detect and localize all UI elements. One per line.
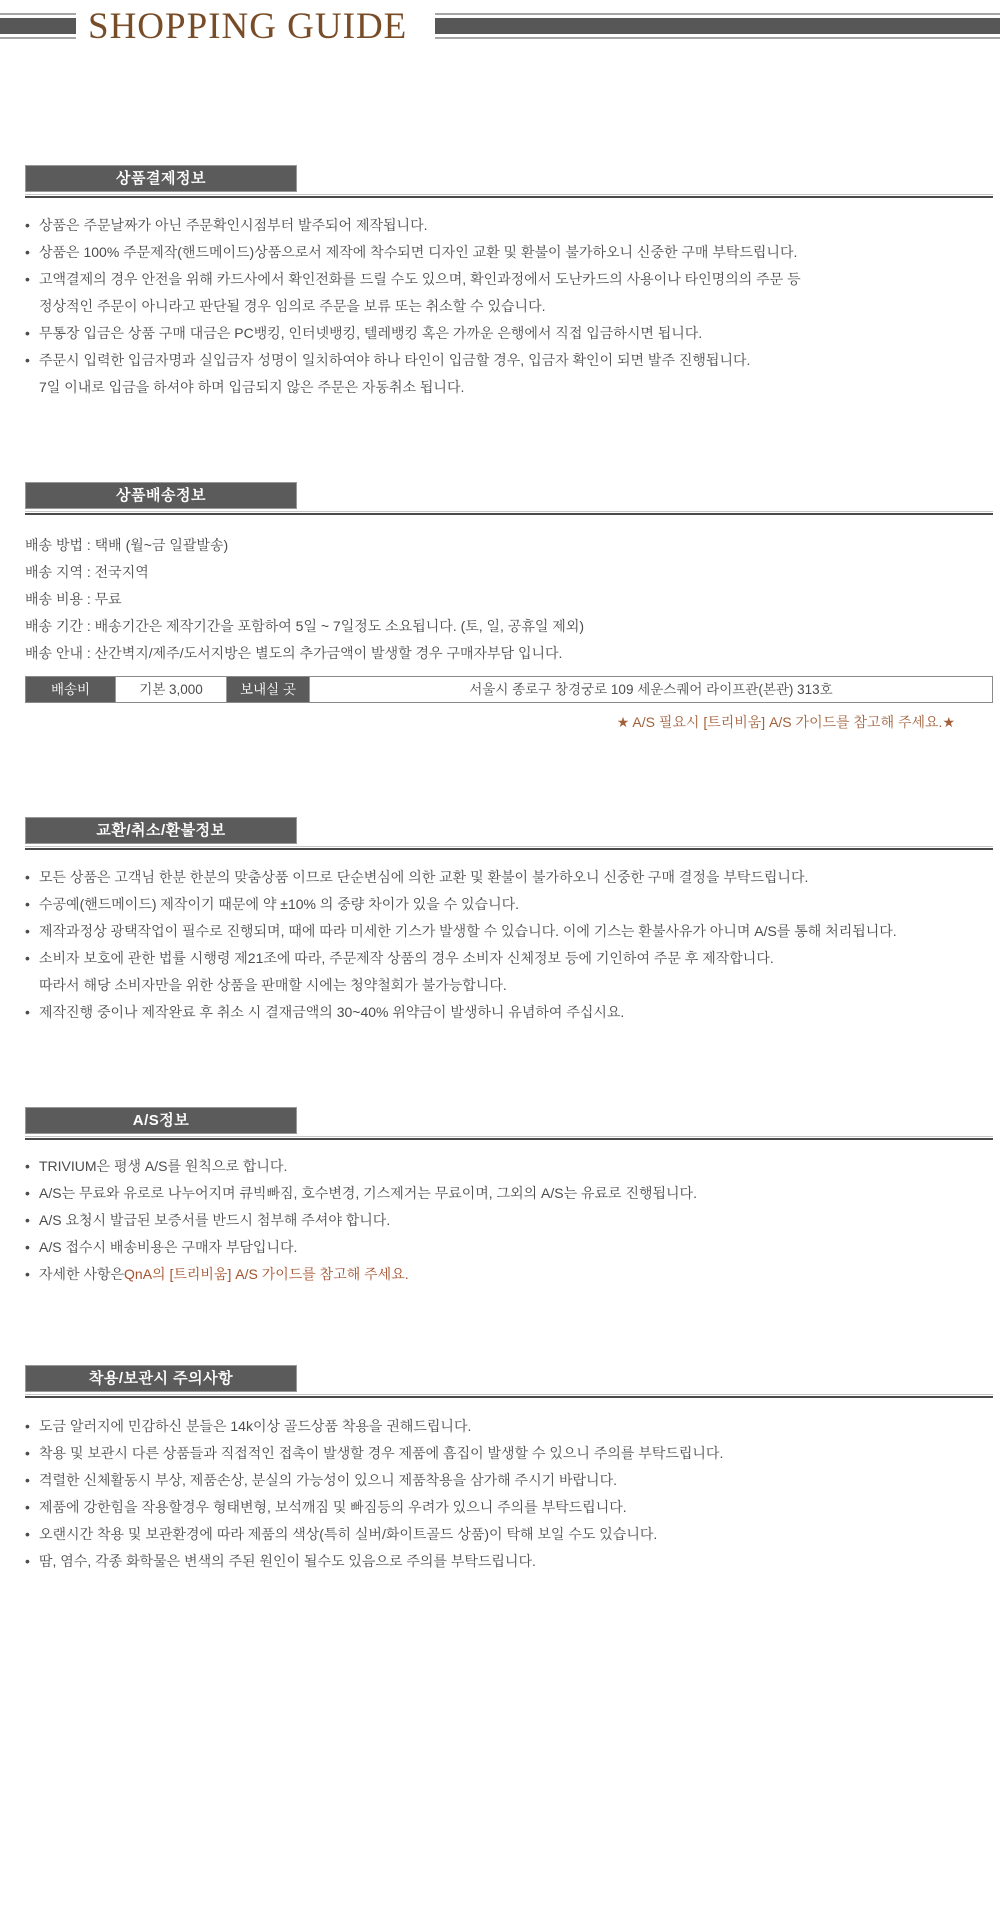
section-payment: [25, 165, 993, 401]
bullet-line: [25, 1207, 993, 1234]
section-rule: [25, 511, 993, 512]
bullet-line: [25, 1548, 993, 1575]
as-guide-notice: ★ A/S 필요시 [트리비움] A/S 가이드를 참고해 주세요.★: [616, 714, 955, 730]
section-title-refund: 교환/취소/환불정보: [25, 817, 297, 844]
bullet-marker: •: [25, 1526, 30, 1542]
bullet-line: [25, 266, 993, 293]
section-title-shipping: 상품배송정보: [25, 482, 297, 509]
bullet-line: [25, 293, 993, 320]
shipping-period-line: 배송 기간 : 배송기간은 제작기간을 포함하여 5일 ~ 7일정도 소요됩니다. (토, 일, 공휴일 제외): [25, 618, 585, 634]
bullet-marker: •: [25, 271, 30, 287]
line-text: 착용 및 보관시 다른 상품들과 직접적인 접촉이 발생할 경우 제품에 흠집이 발생할 수 있으니 주의를 부탁드립니다.: [39, 1445, 724, 1461]
bullet-marker: •: [25, 923, 30, 939]
section-rule: [25, 194, 993, 195]
bullet-line: [25, 1521, 993, 1548]
bullet-marker: •: [25, 352, 30, 368]
bullet-marker: [25, 972, 39, 999]
line-text: 상품은 주문날짜가 아닌 주문확인시점부터 발주되어 제작됩니다.: [39, 217, 428, 233]
line-text: A/S 요청시 발급된 보증서를 반드시 첨부해 주셔야 합니다.: [39, 1212, 391, 1228]
header-bar-right-icon: [435, 13, 1000, 39]
section-rule: [25, 196, 993, 198]
bullet-marker: •: [25, 1185, 30, 1201]
bullet-line: [25, 1467, 993, 1494]
bullet-marker: •: [25, 1239, 30, 1255]
section-care: [25, 1365, 993, 1575]
bullet-line: [25, 1234, 993, 1261]
bullet-marker: •: [25, 1472, 30, 1488]
bullet-line: [25, 918, 993, 945]
bullet-marker: •: [25, 1445, 30, 1461]
line-text: 정상적인 주문이 아니라고 판단될 경우 임의로 주문을 보류 또는 취소할 수 있습니다.: [39, 298, 546, 314]
bullet-line: [25, 1180, 993, 1207]
bullet-line: [25, 891, 993, 918]
line-text: 상품은 100% 주문제작(핸드메이드)상품으로서 제작에 착수되면 디자인 교환 및 환불이 불가하오니 신중한 구매 부탁드립니다.: [39, 244, 798, 260]
section-rule: [25, 1138, 993, 1140]
section-rule: [25, 513, 993, 515]
bullet-line: [25, 320, 993, 347]
section-rule: [25, 1396, 993, 1398]
line-text: 수공예(핸드메이드) 제작이기 때문에 약 ±10% 의 중량 차이가 있을 수 있습니다.: [39, 896, 520, 912]
bullet-marker: •: [25, 950, 30, 966]
page-header: [0, 0, 1000, 46]
line-text: 도금 알러지에 민감하신 분들은 14k이상 골드상품 착용을 권해드립니다.: [39, 1418, 472, 1434]
line-text: 주문시 입력한 입금자명과 실입금자 성명이 일치하여야 하나 타인이 입금할 경우, 입금자 확인이 되면 발주 진행됩니다.: [39, 352, 751, 368]
bullet-line: [25, 212, 993, 239]
line-text: A/S는 무료와 유로로 나누어지며 큐빅빠짐, 호수변경, 기스제거는 무료이며, 그외의 A/S는 유료로 진행됩니다.: [39, 1185, 697, 1201]
line-text: 따라서 해당 소비자만을 위한 상품을 판매할 시에는 청약철회가 불가능합니다.: [39, 977, 507, 993]
line-text: 7일 이내로 입금을 하셔야 하며 입금되지 않은 주문은 자동취소 됩니다.: [39, 379, 465, 395]
bullet-marker: •: [25, 1212, 30, 1228]
line-text: 소비자 보호에 관한 법률 시행령 제21조에 따라, 주문제작 상품의 경우 소비자 신체정보 등에 기인하여 주문 후 제작합니다.: [39, 950, 774, 966]
section-rule: [25, 846, 993, 847]
shipping-fee-table: [25, 676, 993, 703]
bullet-marker: •: [25, 1499, 30, 1515]
bullet-line: [25, 864, 993, 891]
line-text: 땀, 염수, 각종 화학물은 변색의 주된 원인이 될수도 있음으로 주의를 부탁드립니다.: [39, 1553, 536, 1569]
bullet-line: [25, 1153, 993, 1180]
address-label-cell: 보내실 곳: [226, 677, 309, 702]
page-title: SHOPPING GUIDE: [88, 5, 408, 47]
bullet-marker: •: [25, 1418, 30, 1434]
bullet-marker: •: [25, 1553, 30, 1569]
shipping-method-line: 배송 방법 : 택배 (월~금 일괄발송): [25, 537, 229, 553]
section-shipping: [25, 482, 993, 732]
qna-as-guide-link[interactable]: QnA의 [트리비움] A/S 가이드를 참고해 주세요.: [124, 1266, 409, 1282]
line-text: TRIVIUM은 평생 A/S를 원칙으로 합니다.: [39, 1158, 288, 1174]
bullet-line: [25, 347, 993, 374]
bullet-marker: •: [25, 217, 30, 233]
line-text: 격렬한 신체활동시 부상, 제품손상, 분실의 가능성이 있으니 제품착용을 삼가해 주시기 바랍니다.: [39, 1472, 617, 1488]
line-text: 모든 상품은 고객님 한분 한분의 맞춤상품 이므로 단순변심에 의한 교환 및 환불이 불가하오니 신중한 구매 결정을 부탁드립니다.: [39, 869, 809, 885]
bullet-marker: •: [25, 1158, 30, 1174]
bullet-line: [25, 239, 993, 266]
section-title-payment: 상품결제정보: [25, 165, 297, 192]
line-text: 오랜시간 착용 및 보관환경에 따라 제품의 색상(특히 실버/화이트골드 상품)이 탁해 보일 수도 있습니다.: [39, 1526, 658, 1542]
bullet-marker: •: [25, 1266, 30, 1282]
header-bar-left-icon: [0, 13, 76, 39]
bullet-marker: •: [25, 325, 30, 341]
bullet-marker: •: [25, 896, 30, 912]
bullet-line: [25, 374, 993, 401]
bullet-line: [25, 945, 993, 972]
bullet-line: [25, 999, 993, 1026]
line-text: 제품에 강한힘을 작용할경우 형태변형, 보석깨짐 및 빠짐등의 우려가 있으니 주의를 부탁드립니다.: [39, 1499, 627, 1515]
section-rule: [25, 1394, 993, 1395]
bullet-line: [25, 1494, 993, 1521]
fee-value-cell: 기본 3,000: [115, 677, 226, 702]
address-value-cell: 서울시 종로구 창경궁로 109 세운스퀘어 라이프관(본관) 313호: [309, 677, 992, 702]
shipping-area-line: 배송 지역 : 전국지역: [25, 564, 149, 580]
section-rule: [25, 848, 993, 850]
bullet-line: [25, 1440, 993, 1467]
line-text: A/S 접수시 배송비용은 구매자 부담입니다.: [39, 1239, 298, 1255]
bullet-line: [25, 1261, 993, 1288]
section-rule: [25, 1136, 993, 1137]
shipping-guide-line: 배송 안내 : 산간벽지/제주/도서지방은 별도의 추가금액이 발생할 경우 구매자부담 입니다.: [25, 645, 563, 661]
line-text: 제작진행 중이나 제작완료 후 취소 시 결재금액의 30~40% 위약금이 발생하니 유념하여 주십시요.: [39, 1004, 625, 1020]
section-title-care: 착용/보관시 주의사항: [25, 1365, 297, 1392]
section-as-info: [25, 1107, 993, 1288]
bullet-marker: [25, 293, 39, 320]
bullet-marker: •: [25, 1004, 30, 1020]
bullet-marker: •: [25, 244, 30, 260]
bullet-line: [25, 1413, 993, 1440]
fee-label-cell: 배송비: [26, 677, 115, 702]
bullet-marker: [25, 374, 39, 401]
line-text: 무통장 입금은 상품 구매 대금은 PC뱅킹, 인터넷뱅킹, 텔레뱅킹 혹은 가까운 은행에서 직접 입금하시면 됩니다.: [39, 325, 703, 341]
shipping-cost-line: 배송 비용 : 무료: [25, 591, 122, 607]
line-text: 제작과정상 광택작업이 필수로 진행되며, 때에 따라 미세한 기스가 발생할 수 있습니다. 이에 기스는 환불사유가 아니며 A/S를 통해 처리됩니다.: [39, 923, 897, 939]
section-title-as-info: A/S정보: [25, 1107, 297, 1134]
line-text: 고액결제의 경우 안전을 위해 카드사에서 확인전화를 드릴 수도 있으며, 확인과정에서 도난카드의 사용이나 타인명의의 주문 등: [39, 271, 801, 287]
bullet-line: [25, 972, 993, 999]
bullet-marker: •: [25, 869, 30, 885]
section-refund: [25, 817, 993, 1026]
line-text: 자세한 사항은: [39, 1266, 125, 1282]
